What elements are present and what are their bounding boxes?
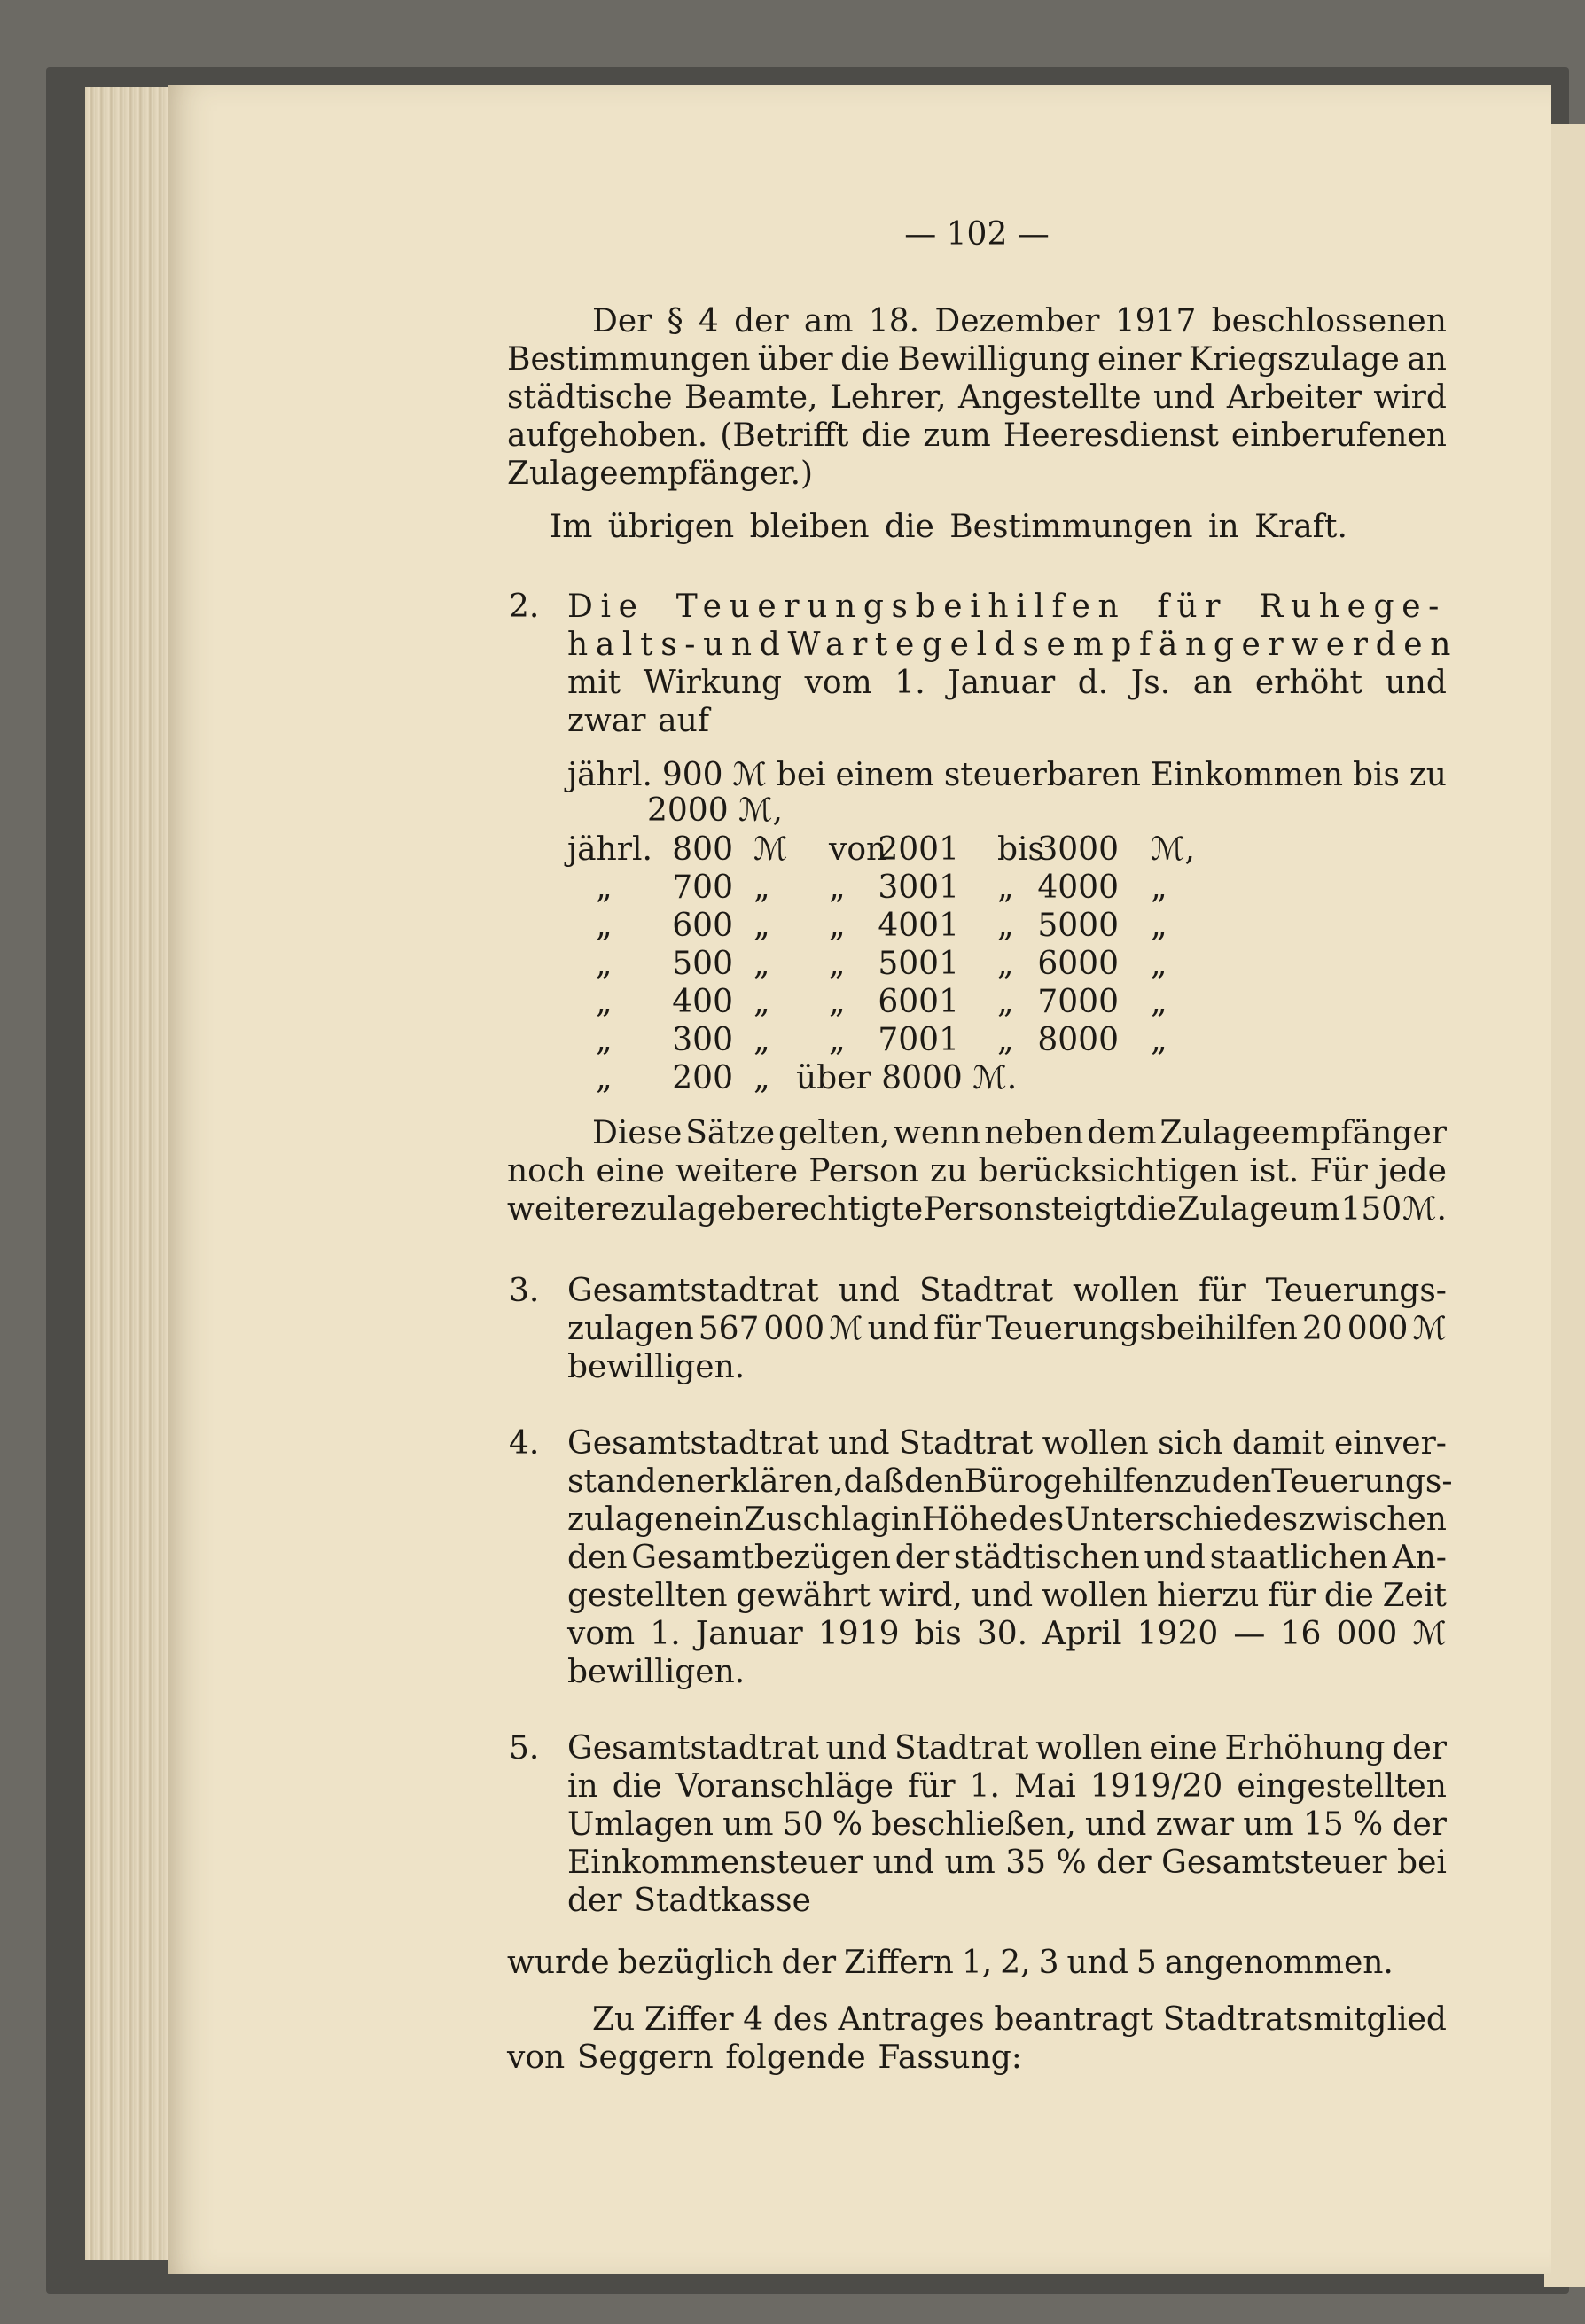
word: Teuerungsbeihilfen bbox=[675, 589, 1127, 625]
word: für bbox=[1157, 589, 1229, 625]
word: in bbox=[567, 1768, 598, 1805]
word: Diese bbox=[592, 1115, 683, 1151]
word: weitere bbox=[675, 1153, 799, 1189]
word: Höhe bbox=[921, 1501, 1009, 1538]
word: staatlichen bbox=[1209, 1540, 1388, 1576]
page-number: — 102 — bbox=[904, 216, 1050, 253]
word: 567 bbox=[698, 1311, 760, 1347]
word: Kraft. bbox=[1254, 509, 1347, 545]
schedule-amount: 500 bbox=[672, 946, 733, 982]
word: Erhöhung bbox=[1224, 1730, 1386, 1766]
word: daß bbox=[843, 1463, 905, 1500]
word: ℳ. bbox=[1402, 1191, 1447, 1228]
word: 1. bbox=[650, 1616, 681, 1652]
word: bewilligen. bbox=[567, 1654, 746, 1690]
word: Gesamtstadtrat bbox=[567, 1273, 819, 1309]
schedule-to: 6000 bbox=[1037, 946, 1119, 982]
schedule-ditto: „ bbox=[596, 984, 613, 1020]
word: wollen bbox=[1042, 1425, 1149, 1462]
word: 3 bbox=[1038, 1945, 1059, 1981]
word: 000 bbox=[763, 1311, 825, 1347]
word: ℳ bbox=[732, 757, 767, 793]
closing-line bbox=[507, 1941, 1394, 1985]
item4-line bbox=[567, 1650, 1447, 1695]
word: noch bbox=[507, 1153, 586, 1189]
word: Zulageempfänger.) bbox=[507, 456, 814, 492]
word: ℳ bbox=[829, 1311, 863, 1347]
schedule-prep: „ bbox=[829, 984, 846, 1020]
schedule-ditto: „ bbox=[596, 946, 613, 982]
intro-line bbox=[507, 452, 1447, 496]
word: an bbox=[1407, 341, 1447, 378]
schedule-amount: 300 bbox=[672, 1022, 733, 1058]
word: Unterschiedes bbox=[1064, 1501, 1299, 1538]
word: Gesamtstadtrat bbox=[567, 1730, 819, 1766]
word: Stadtrat bbox=[898, 1425, 1034, 1462]
word: weitere bbox=[507, 1191, 629, 1228]
word: um bbox=[944, 1844, 996, 1881]
word: der bbox=[1392, 1806, 1447, 1843]
schedule-to-word: „ bbox=[997, 1022, 1014, 1058]
word: 1919 bbox=[817, 1616, 900, 1652]
word: zu bbox=[1174, 1463, 1212, 1500]
item5-line bbox=[567, 1879, 1447, 1923]
word: gewährt bbox=[736, 1578, 871, 1614]
word: Seggern bbox=[576, 2039, 714, 2076]
word: Ziffern bbox=[844, 1945, 954, 1981]
schedule-amount: 600 bbox=[672, 908, 733, 944]
word: Einkommensteuer bbox=[567, 1844, 863, 1881]
word: Bestimmungen bbox=[949, 509, 1193, 545]
word: Gesamtsteuer bbox=[1161, 1844, 1387, 1881]
word: an bbox=[1192, 665, 1233, 701]
word: bis bbox=[914, 1616, 962, 1652]
schedule-label: jährl. bbox=[567, 831, 652, 868]
word: 000 bbox=[1347, 1311, 1409, 1347]
word: erklären, bbox=[696, 1463, 844, 1500]
word: die bbox=[861, 417, 911, 454]
word: von bbox=[507, 2039, 566, 2076]
word: eine bbox=[1149, 1730, 1218, 1766]
word: wollen bbox=[1042, 1578, 1149, 1614]
word: Dezember bbox=[934, 303, 1100, 339]
word: die bbox=[1323, 1578, 1374, 1614]
word: bewilligen. bbox=[567, 1349, 746, 1385]
word: der bbox=[567, 1883, 622, 1919]
item-number: 3. bbox=[509, 1273, 540, 1309]
word: bei bbox=[776, 757, 826, 793]
word: Mai bbox=[1013, 1768, 1076, 1805]
word: und bbox=[828, 1425, 890, 1462]
word: wenn bbox=[894, 1115, 981, 1151]
schedule-currency: „ bbox=[753, 984, 770, 1020]
word: einberufenen bbox=[1230, 417, 1447, 454]
schedule-end: ℳ, bbox=[1151, 831, 1195, 868]
schedule-amount: 400 bbox=[672, 984, 733, 1020]
word: eingestellten bbox=[1237, 1768, 1447, 1805]
schedule-to-word: „ bbox=[997, 946, 1014, 982]
item-number: 4. bbox=[509, 1425, 540, 1462]
word: städtische bbox=[507, 379, 673, 416]
schedule-amount: 200 bbox=[672, 1060, 733, 1096]
schedule-from: 5001 bbox=[878, 946, 959, 982]
word: der bbox=[894, 1540, 950, 1576]
word: gelten, bbox=[777, 1115, 891, 1151]
schedule-end: „ bbox=[1151, 1022, 1167, 1058]
schedule-to: 5000 bbox=[1037, 908, 1119, 944]
schedule-from: 6001 bbox=[878, 984, 959, 1020]
word: des bbox=[1008, 1501, 1065, 1538]
word: wollen bbox=[1035, 1730, 1143, 1766]
word: 30. bbox=[976, 1616, 1028, 1652]
word: Person bbox=[924, 1191, 1035, 1228]
word: 000 bbox=[1336, 1616, 1398, 1652]
word: der bbox=[734, 303, 789, 339]
word: Teuerungsbeihilfen bbox=[985, 1311, 1298, 1347]
word: die bbox=[840, 341, 890, 378]
item2-line bbox=[567, 699, 1447, 744]
word: Zulageempfänger bbox=[1159, 1115, 1447, 1151]
schedule-to: 3000 bbox=[1037, 831, 1119, 868]
word: um bbox=[722, 1806, 774, 1843]
schedule-prep: „ bbox=[829, 870, 846, 906]
word: und bbox=[1385, 665, 1447, 701]
word: um bbox=[1243, 1806, 1294, 1843]
schedule-end: „ bbox=[1151, 908, 1167, 944]
word: Sätze bbox=[685, 1115, 776, 1151]
word: ein bbox=[693, 1501, 744, 1538]
word: beantragt bbox=[994, 2001, 1153, 2038]
word: Voranschläge bbox=[675, 1768, 894, 1805]
word: einver- bbox=[1333, 1425, 1447, 1462]
word: 4 bbox=[743, 2001, 764, 2038]
schedule-prep: „ bbox=[829, 946, 846, 982]
schedule-to: 7000 bbox=[1037, 984, 1119, 1020]
word: zu bbox=[930, 1153, 968, 1189]
schedule-end: „ bbox=[1151, 984, 1167, 1020]
schedule-from: 4001 bbox=[878, 908, 959, 944]
word: Lehrer, bbox=[829, 379, 947, 416]
word: für bbox=[1199, 1273, 1246, 1309]
schedule-end: „ bbox=[1151, 946, 1167, 982]
word: berücksichtigen bbox=[978, 1153, 1239, 1189]
word: damit bbox=[1231, 1425, 1325, 1462]
schedule-first-cont: 2000 ℳ, bbox=[647, 792, 783, 829]
schedule-from: 3001 bbox=[878, 870, 959, 906]
word: Ruhege- bbox=[1259, 589, 1447, 625]
word: ℳ bbox=[1412, 1311, 1447, 1347]
word: jährl. bbox=[567, 757, 652, 793]
word: des bbox=[772, 2001, 829, 2038]
word: zulagen bbox=[567, 1501, 694, 1538]
word: halts- bbox=[567, 627, 704, 663]
word: 18. bbox=[868, 303, 920, 339]
item3-line bbox=[567, 1345, 1447, 1390]
word: städtischen bbox=[954, 1540, 1140, 1576]
word: Januar bbox=[695, 1616, 803, 1652]
schedule-amount: 700 bbox=[672, 870, 733, 906]
word: zulagen bbox=[567, 1311, 694, 1347]
word: in bbox=[1208, 509, 1239, 545]
word: Antrages bbox=[838, 2001, 985, 2038]
word: wird bbox=[1373, 379, 1447, 416]
word: beschließen, bbox=[871, 1806, 1076, 1843]
word: Bewilligung bbox=[897, 341, 1090, 378]
word: aufgehoben. bbox=[507, 417, 708, 454]
word: Zuschlag bbox=[743, 1501, 891, 1538]
word: übrigen bbox=[607, 509, 735, 545]
word: Stadtrat bbox=[894, 1730, 1029, 1766]
word: eine bbox=[596, 1153, 665, 1189]
schedule-ditto: „ bbox=[596, 908, 613, 944]
schedule-prep: „ bbox=[829, 908, 846, 944]
word: Der bbox=[592, 303, 652, 339]
word: April bbox=[1042, 1616, 1122, 1652]
word: Die bbox=[567, 589, 645, 625]
word: für bbox=[933, 1311, 981, 1347]
word: und bbox=[838, 1273, 901, 1309]
word: und bbox=[1066, 1945, 1128, 1981]
word: ℳ bbox=[1412, 1616, 1447, 1652]
word: % bbox=[832, 1806, 863, 1843]
word: und bbox=[872, 1844, 935, 1881]
word: zwar bbox=[1155, 1806, 1235, 1843]
schedule-to-word: „ bbox=[997, 870, 1014, 906]
word: wird, bbox=[878, 1578, 963, 1614]
schedule-prep: „ bbox=[829, 1022, 846, 1058]
schedule-from: 2001 bbox=[878, 831, 959, 868]
word: Im bbox=[550, 509, 593, 545]
word: sich bbox=[1158, 1425, 1223, 1462]
word: Ziffer bbox=[644, 2001, 734, 2038]
word: 35 bbox=[1005, 1844, 1047, 1881]
schedule-currency: „ bbox=[753, 908, 770, 944]
word: 1. bbox=[969, 1768, 1000, 1805]
word: die bbox=[884, 509, 934, 545]
word: 2, bbox=[1000, 1945, 1031, 1981]
word: Kriegszulage bbox=[1188, 341, 1400, 378]
word: werden bbox=[1291, 627, 1459, 663]
schedule-currency: „ bbox=[753, 870, 770, 906]
schedule-to-word: „ bbox=[997, 984, 1014, 1020]
word: den bbox=[1211, 1463, 1272, 1500]
word: Beamte, bbox=[683, 379, 818, 416]
word: bis bbox=[1352, 757, 1400, 793]
schedule-ditto: „ bbox=[596, 870, 613, 906]
schedule-amount: 800 bbox=[672, 831, 733, 868]
word: Heeresdienst bbox=[1003, 417, 1219, 454]
word: hierzu bbox=[1157, 1578, 1260, 1614]
word: Stadtrat bbox=[918, 1273, 1054, 1309]
word: Teuerungs- bbox=[1271, 1463, 1453, 1500]
schedule-to-word: bis bbox=[997, 831, 1045, 868]
word: Zu bbox=[592, 2001, 636, 2038]
word: Teuerungs- bbox=[1265, 1273, 1447, 1309]
word: bleiben bbox=[749, 509, 870, 545]
word: 1919/20 bbox=[1089, 1768, 1223, 1805]
word: 4 bbox=[698, 303, 719, 339]
word: bezüglich bbox=[617, 1945, 774, 1981]
schedule-last-text: über 8000 ℳ. bbox=[796, 1060, 1018, 1096]
intro-closing-line bbox=[550, 505, 1347, 550]
word: und bbox=[1144, 1540, 1206, 1576]
word: für bbox=[1268, 1578, 1316, 1614]
word: Zulage bbox=[1177, 1191, 1289, 1228]
word: die bbox=[1127, 1191, 1177, 1228]
word: zu bbox=[1409, 757, 1447, 793]
word: der bbox=[1392, 1730, 1447, 1766]
word: zwar bbox=[567, 703, 646, 739]
word: ist. bbox=[1249, 1153, 1300, 1189]
schedule-to-word: „ bbox=[997, 908, 1014, 944]
schedule-end: „ bbox=[1151, 870, 1167, 906]
schedule-currency: „ bbox=[753, 946, 770, 982]
word: 1. bbox=[894, 665, 925, 701]
word: An- bbox=[1392, 1540, 1447, 1576]
word: beschlossenen bbox=[1211, 303, 1447, 339]
word: Bürogehilfen bbox=[964, 1463, 1175, 1500]
word: jede bbox=[1378, 1153, 1447, 1189]
word: Bestimmungen bbox=[507, 341, 751, 378]
word: gestellten bbox=[567, 1578, 728, 1614]
word: 1917 bbox=[1114, 303, 1197, 339]
schedule-currency: „ bbox=[753, 1022, 770, 1058]
word: und bbox=[1085, 1806, 1147, 1843]
word: Für bbox=[1309, 1153, 1368, 1189]
item2-note-line bbox=[507, 1188, 1447, 1232]
schedule-currency: ℳ bbox=[753, 831, 788, 868]
word: einem bbox=[835, 757, 934, 793]
word: angenommen. bbox=[1164, 1945, 1394, 1981]
word: 1920 bbox=[1136, 1616, 1219, 1652]
word: 150 bbox=[1340, 1191, 1402, 1228]
schedule-to: 8000 bbox=[1037, 1022, 1119, 1058]
item-number: 2. bbox=[509, 589, 540, 625]
word: auf bbox=[658, 703, 710, 739]
word: 5 bbox=[1136, 1945, 1157, 1981]
word: Zeit bbox=[1382, 1578, 1447, 1614]
word: 900 bbox=[661, 757, 723, 793]
word: den bbox=[567, 1540, 628, 1576]
word: zum bbox=[923, 417, 991, 454]
word: 1, bbox=[961, 1945, 993, 1981]
word: Einkommen bbox=[1150, 757, 1344, 793]
word: % bbox=[1056, 1844, 1087, 1881]
word: um bbox=[1289, 1191, 1340, 1228]
word: Stadtratsmitglied bbox=[1162, 2001, 1447, 2038]
word: neben bbox=[984, 1115, 1084, 1151]
word: folgende bbox=[725, 2039, 866, 2076]
word: erhöht bbox=[1254, 665, 1362, 701]
word: 16 bbox=[1280, 1616, 1322, 1652]
word: dem bbox=[1087, 1115, 1157, 1151]
word: der bbox=[1097, 1844, 1152, 1881]
word: wurde bbox=[507, 1945, 610, 1981]
word: Umlagen bbox=[567, 1806, 714, 1843]
schedule-ditto: „ bbox=[596, 1022, 613, 1058]
word: und bbox=[867, 1311, 930, 1347]
word: zulageberechtigte bbox=[629, 1191, 924, 1228]
word: Wartegeldsempfänger bbox=[787, 627, 1292, 663]
word: die bbox=[612, 1768, 662, 1805]
word: über bbox=[757, 341, 833, 378]
word: § bbox=[667, 303, 683, 339]
word: einer bbox=[1097, 341, 1182, 378]
word: steuerbaren bbox=[943, 757, 1141, 793]
word: Js. bbox=[1130, 665, 1171, 701]
schedule-ditto: „ bbox=[596, 1060, 613, 1096]
word: den bbox=[904, 1463, 964, 1500]
schedule-currency: „ bbox=[753, 1060, 770, 1096]
schedule-from: 7001 bbox=[878, 1022, 959, 1058]
word: mit bbox=[567, 665, 621, 701]
schedule-prep: von bbox=[829, 831, 887, 868]
item-number: 5. bbox=[509, 1730, 540, 1766]
word: bei bbox=[1397, 1844, 1447, 1881]
word: — bbox=[1233, 1616, 1266, 1652]
word: zwischen bbox=[1298, 1501, 1447, 1538]
word: Fassung: bbox=[878, 2039, 1022, 2076]
word: steigt bbox=[1035, 1191, 1127, 1228]
word: Angestellte bbox=[958, 379, 1142, 416]
word: und bbox=[971, 1578, 1034, 1614]
word: 20 bbox=[1301, 1311, 1343, 1347]
word: und bbox=[1153, 379, 1215, 416]
word: Arbeiter bbox=[1226, 379, 1362, 416]
word: vom bbox=[804, 665, 872, 701]
word: Person bbox=[808, 1153, 919, 1189]
word: vom bbox=[567, 1616, 636, 1652]
word: Gesamtbezügen bbox=[631, 1540, 891, 1576]
word: standen bbox=[567, 1463, 697, 1500]
closing-line bbox=[507, 2036, 1447, 2080]
schedule-to: 4000 bbox=[1037, 870, 1119, 906]
word: (Betrifft bbox=[720, 417, 849, 454]
word: d. bbox=[1077, 665, 1109, 701]
word: am bbox=[803, 303, 854, 339]
word: 50 bbox=[782, 1806, 824, 1843]
word: und bbox=[825, 1730, 888, 1766]
word: Wirkung bbox=[643, 665, 783, 701]
word: in bbox=[890, 1501, 922, 1538]
word: % bbox=[1352, 1806, 1384, 1843]
word: Gesamtstadtrat bbox=[567, 1425, 819, 1462]
word: für bbox=[907, 1768, 956, 1805]
word: und bbox=[703, 627, 788, 663]
word: Januar bbox=[948, 665, 1056, 701]
word: der bbox=[781, 1945, 837, 1981]
word: 15 bbox=[1302, 1806, 1344, 1843]
word: wollen bbox=[1073, 1273, 1180, 1309]
word: Stadtkasse bbox=[634, 1883, 811, 1919]
